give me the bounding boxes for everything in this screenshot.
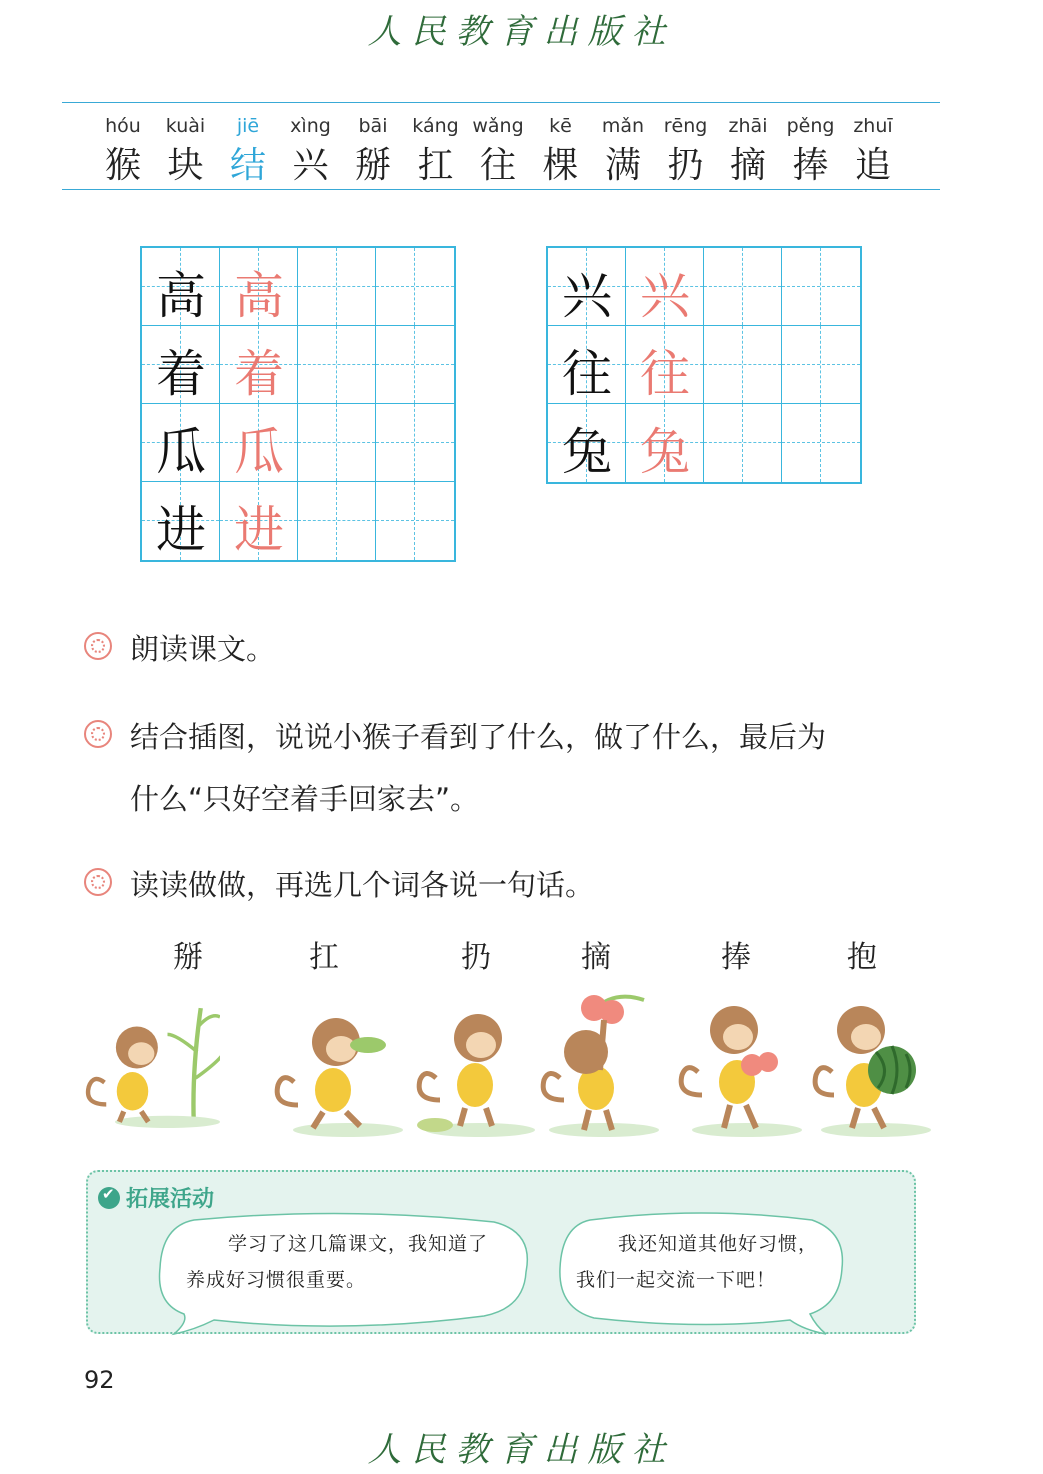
bubble-left-line-2: 养成好习惯很重要。 [186,1269,367,1291]
monkey-carrying-corn-illustration [268,990,408,1140]
exercise-bullet-icon [84,632,112,660]
exercise-2-line-1: 结合插图，说说小猴子看到了什么，做了什么，最后为 [130,720,827,754]
model-character: 高 [156,267,206,325]
model-character: 往 [562,345,612,403]
verb-label: 扔 [461,940,491,975]
writing-cell-example [220,326,298,404]
writing-grid-left [140,246,456,562]
writing-cell-example [142,482,220,560]
writing-cell-blank[interactable] [704,248,782,326]
writing-cell-example [626,404,704,482]
monkey-hugging-watermelon-illustration [806,990,946,1140]
vocab-hanzi: 满 [604,145,641,186]
model-character: 兔 [562,423,612,481]
exercise-bullet-icon [84,720,112,748]
check-icon [98,1187,120,1209]
vocab-hanzi: 结 [229,145,266,186]
writing-cell-example [220,248,298,326]
exercise-2 [84,706,964,830]
exercise-2-line-2: 什么“只好空着手回家去”。 [130,782,480,816]
extension-activity-box [86,1170,916,1334]
model-character: 着 [156,345,206,403]
writing-cell-blank[interactable] [376,248,454,326]
vocab-pinyin: jiē [236,115,260,137]
page-number: 92 [84,1366,115,1394]
writing-cell-blank[interactable] [782,248,860,326]
writing-cell-example [220,404,298,482]
vocab-hanzi: 扔 [667,145,704,186]
extension-title-text: 拓展活动 [126,1187,215,1212]
vocab-pinyin: kuài [165,115,206,137]
trace-character: 瓜 [234,423,284,481]
monkey-throwing-corn-illustration [410,990,550,1140]
writing-cell-example [626,248,704,326]
bubble-right-line-1: 我还知道其他好习惯， [618,1233,819,1255]
verb-label: 抱 [847,940,877,975]
writing-cell-blank[interactable] [782,326,860,404]
trace-character: 进 [234,501,284,559]
vocab-hanzi: 掰 [354,145,391,186]
vocab-pinyin: zhuī [853,115,893,137]
model-character: 瓜 [156,423,206,481]
model-character: 进 [156,501,206,559]
publisher-logo-bottom: 人民教育出版社 [367,1430,676,1470]
trace-character: 兴 [640,267,690,325]
writing-cell-blank[interactable] [376,404,454,482]
exercise-3 [84,854,964,916]
exercise-3-text: 读读做做，再选几个词各说一句话。 [130,868,595,902]
writing-cell-example [142,326,220,404]
bubble-right-line-2: 我们一起交流一下吧！ [576,1269,777,1291]
writing-cell-example [626,326,704,404]
trace-character: 着 [234,345,284,403]
vocab-pinyin: hóu [105,115,141,137]
vocab-pinyin: káng [412,115,459,137]
trace-character: 兔 [640,423,690,481]
writing-cell-blank[interactable] [298,482,376,560]
verb-label: 扛 [309,940,339,975]
verb-label: 掰 [173,940,203,975]
writing-cell-blank[interactable] [782,404,860,482]
vocab-hanzi: 猴 [104,145,141,186]
writing-cell-example [220,482,298,560]
vocab-hanzi: 摘 [729,145,766,186]
vocab-hanzi: 捧 [792,145,829,186]
writing-cell-example [142,248,220,326]
verb-label: 摘 [581,940,611,975]
exercise-bullet-icon [84,868,112,896]
vocab-hanzi: 棵 [542,145,579,186]
writing-cell-blank[interactable] [298,404,376,482]
extension-title [98,1182,214,1213]
writing-cell-example [548,404,626,482]
vocabulary-strip [62,102,940,190]
model-character: 兴 [562,267,612,325]
monkey-picking-corn-illustration [80,990,220,1140]
trace-character: 高 [234,267,284,325]
verb-label: 捧 [721,940,751,975]
vocab-hanzi: 块 [167,145,204,186]
monkey-holding-peaches-illustration [672,990,812,1140]
exercise-1-text: 朗读课文。 [130,632,276,666]
vocab-hanzi: 扛 [417,145,454,186]
writing-cell-example [548,326,626,404]
vocab-hanzi: 兴 [292,145,329,186]
vocab-pinyin: rēng [663,115,708,137]
vocab-hanzi: 往 [479,145,516,186]
vocab-pinyin: mǎn [601,115,645,137]
writing-cell-blank[interactable] [376,482,454,560]
bubble-left-line-1: 学习了这几篇课文，我知道了 [228,1233,489,1255]
writing-cell-example [548,248,626,326]
writing-grid-right [546,246,862,484]
vocab-pinyin: pěng [786,115,835,137]
publisher-logo-top: 人民教育出版社 [367,12,676,52]
writing-cell-example [142,404,220,482]
writing-cell-blank[interactable] [298,326,376,404]
writing-cell-blank[interactable] [704,326,782,404]
vocab-pinyin: zhāi [728,115,768,137]
trace-character: 往 [640,345,690,403]
vocab-pinyin: bāi [358,115,388,137]
monkey-picking-peaches-illustration [534,990,674,1140]
vocab-pinyin: kē [549,115,572,137]
writing-cell-blank[interactable] [704,404,782,482]
exercise-1 [84,618,964,680]
writing-cell-blank[interactable] [376,326,454,404]
vocab-hanzi: 追 [854,145,891,186]
vocab-pinyin: xìng [290,115,331,137]
vocab-pinyin: wǎng [472,115,524,137]
writing-cell-blank[interactable] [298,248,376,326]
